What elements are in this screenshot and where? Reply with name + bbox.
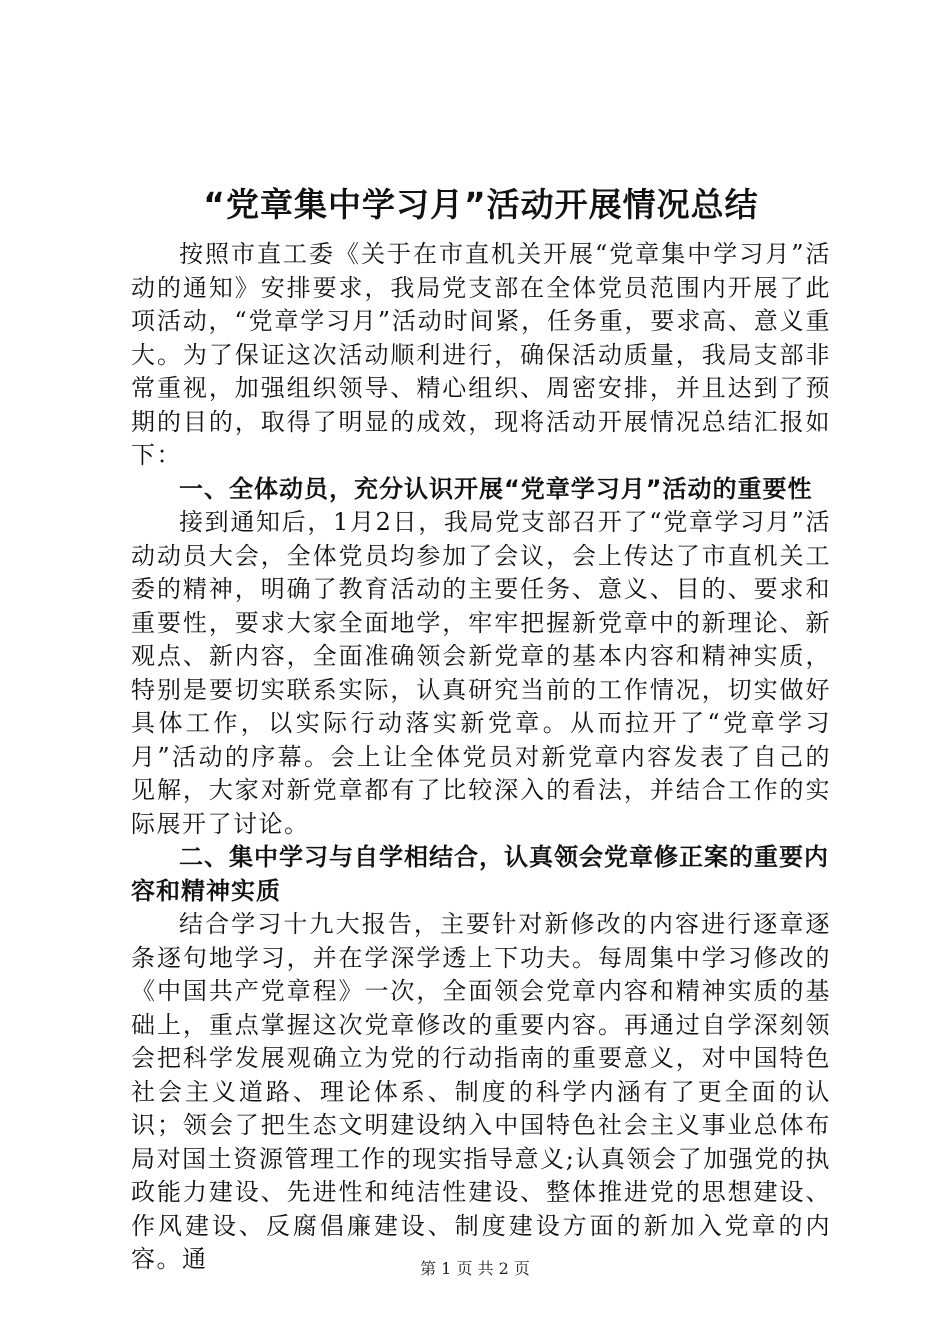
section-1-paragraph: 接到通知后，1月2日，我局党支部召开了“党章学习月”活动动员大会，全体党员均参加了会议，会上传达了市直机关工委的精神，明确了教育活动的主要任务、意义、目的、要求和重要性，要求大家全面地学，牢牢把握新党章中的新理论、新观点、新内容，全面准确领会新党章的基本内容和精神实质，特别是要切实联系实际，认真研究当前的工作情况，切实做好具体工作，以实际行动落实新党章。从而拉开了“党章学习月”活动的序幕。会上让全体党员对新党章内容发表了自己的见解，大家对新党章都有了比较深入的看法，并结合工作的实际展开了讨论。 (131, 508, 831, 838)
intro-paragraph: 按照市直工委《关于在市直机关开展“党章集中学习月”活动的通知》安排要求，我局党支部在全体党员范围内开展了此项活动，“党章学习月”活动时间紧，任务重，要求高、意义重大。为了保证这次活动顺利进行，确保活动质量，我局支部非常重视，加强组织领导、精心组织、周密安排，并且达到了预期的目的，取得了明显的成效，现将活动开展情况总结汇报如下： (131, 240, 831, 469)
section-heading-1: 一、全体动员，充分认识开展“党章学习月”活动的重要性 (179, 474, 813, 503)
section-2-paragraph: 结合学习十九大报告，主要针对新修改的内容进行逐章逐条逐句地学习，并在学深学透上下功夫。每周集中学习修改的《中国共产党章程》一次，全面领会党章内容和精神实质的基础上，重点掌握这次党章修改的重要内容。再通过自学深刻领会把科学发展观确立为党的行动指南的重要意义，对中国特色社会主义道路、理论体系、制度的科学内涵有了更全面的认识；领会了把生态文明建设纳入中国特色社会主义事业总体布局对国土资源管理工作的现实指导意义;认真领会了加强党的执政能力建设、先进性和纯洁性建设、整体推进党的思想建设、作风建设、反腐倡廉建设、制度建设方面的新加入党章的内容。通 (131, 910, 831, 1273)
document-body (131, 182, 831, 1277)
document-title: “党章集中学习月”活动开展情况总结 (203, 185, 759, 224)
page-footer: 第 1 页 共 2 页 (420, 1259, 530, 1278)
section-heading-2: 二、集中学习与自学相结合，认真领会党章修正案的重要内容和精神实质 (131, 843, 829, 905)
